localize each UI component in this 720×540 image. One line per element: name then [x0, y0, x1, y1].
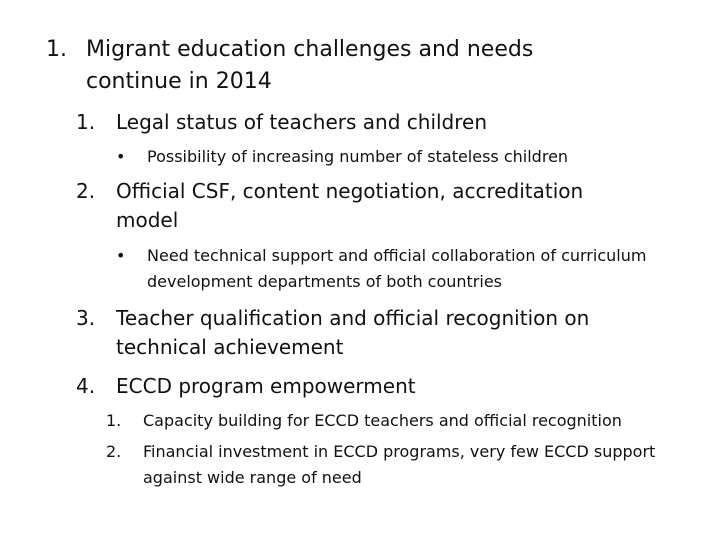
list-item-marker: 2.	[76, 179, 96, 203]
list-item-text: ECCD program empowerment	[116, 374, 416, 398]
main-heading	[46, 34, 606, 98]
bullet-icon: •	[116, 246, 126, 265]
list-item-text: Legal status of teachers and children	[116, 110, 488, 134]
main-heading-marker: 1.	[46, 37, 67, 62]
sub-item-text: Capacity building for ECCD teachers and official recognition	[143, 411, 622, 430]
sub-item-financial-investment	[106, 439, 686, 491]
sub-item-capacity-building	[106, 408, 706, 434]
sub-item-marker: 1.	[106, 411, 122, 430]
list-item-text: Teacher qualification and official recognition on technical achievement	[116, 306, 590, 359]
sub-item-text: Financial investment in ECCD programs, very few ECCD support against wide range of need	[143, 442, 656, 487]
sub-item-technical-support	[110, 243, 690, 295]
list-item-legal-status	[76, 108, 636, 137]
sub-item-text: Need technical support and official collaboration of curriculum development departments of both countries	[147, 246, 647, 291]
sub-item-stateless-children	[110, 144, 670, 170]
list-item-teacher-qualification	[76, 304, 636, 362]
sub-item-text: Possibility of increasing number of stateless children	[147, 147, 569, 166]
main-heading-text: Migrant education challenges and needs continue in 2014	[86, 37, 534, 94]
list-item-official-csf	[76, 177, 636, 235]
list-item-text: Official CSF, content negotiation, accreditation model	[116, 179, 584, 232]
list-item-marker: 1.	[76, 110, 96, 134]
sub-item-marker: 2.	[106, 442, 122, 461]
bullet-icon: •	[116, 147, 126, 166]
list-item-eccd-program	[76, 372, 636, 401]
list-item-marker: 3.	[76, 306, 96, 330]
list-item-marker: 4.	[76, 374, 96, 398]
